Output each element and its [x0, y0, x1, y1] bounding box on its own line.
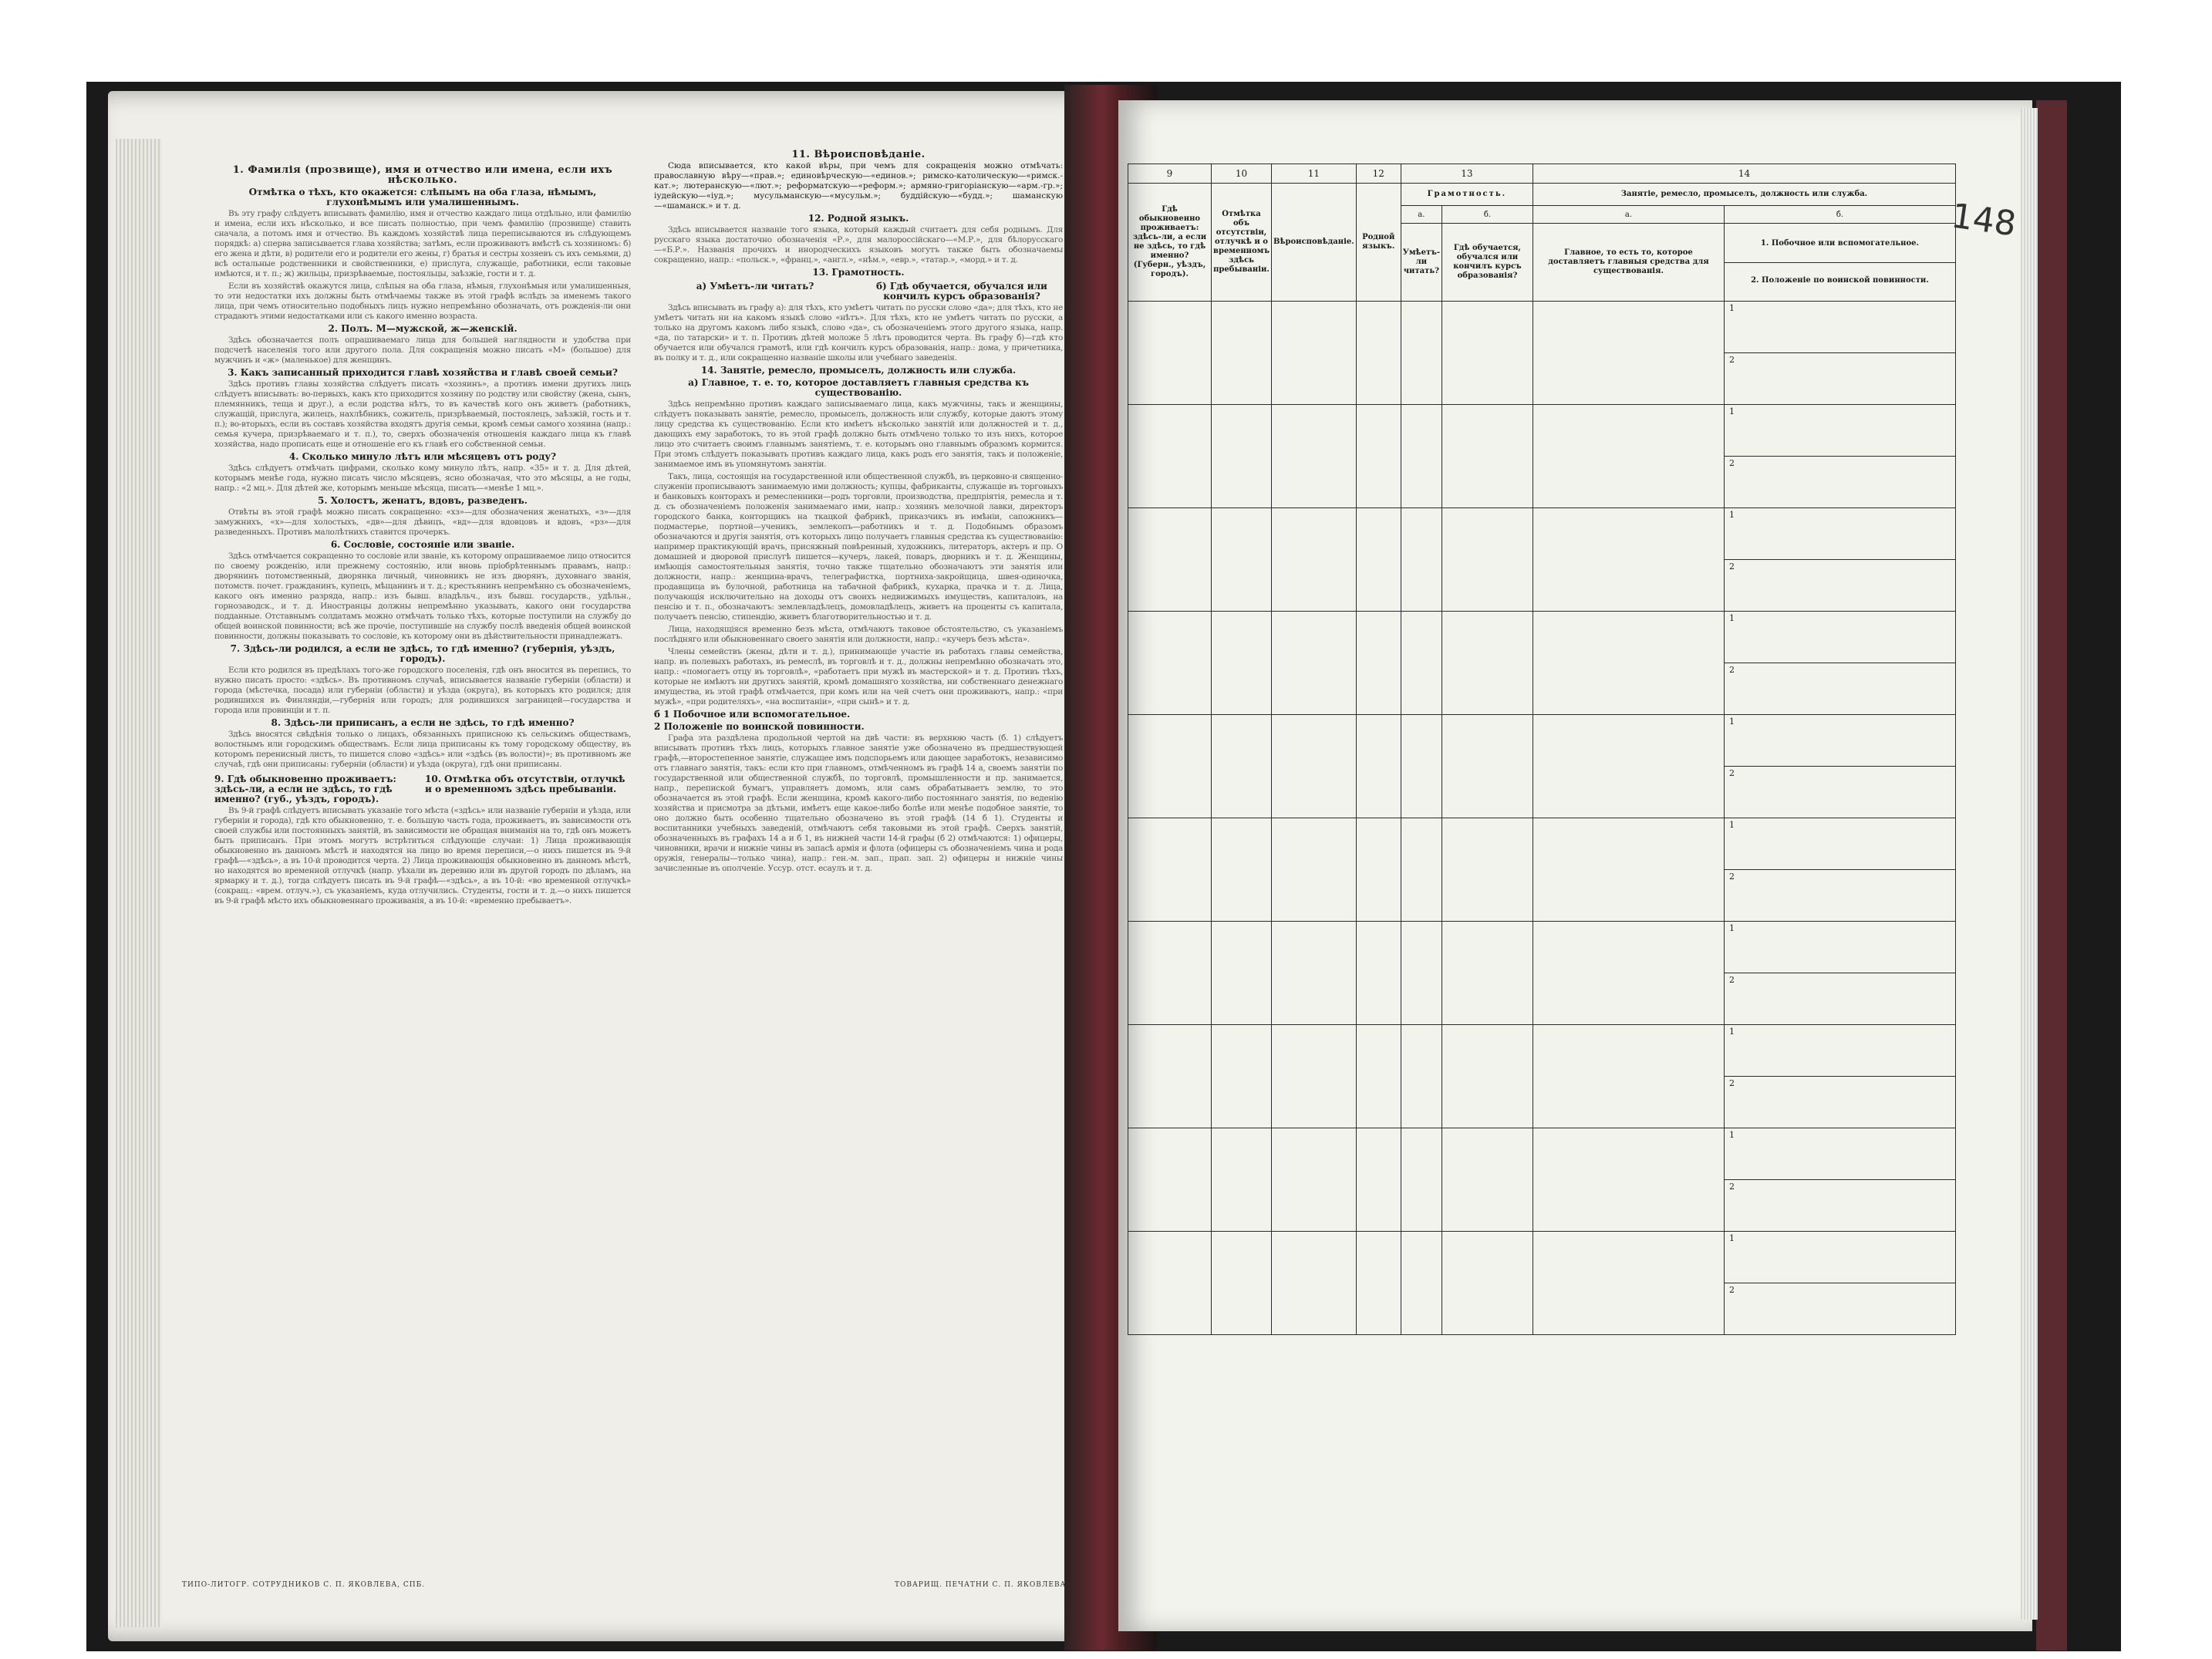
form-cell[interactable]	[1128, 1128, 1212, 1232]
form-cell-military-status[interactable]: 2	[1724, 1283, 1955, 1335]
form-cell-military-status[interactable]: 2	[1724, 1077, 1955, 1128]
section-14a-title: а) Главное, т. е. то, которое доставляетъ главныя средства къ существованію.	[688, 377, 1029, 398]
col-number-11: 11	[1272, 164, 1357, 184]
header-absence: Отмѣтка объ отсутствіи, отлучкѣ и о временномъ здѣсь пребываніи.	[1212, 184, 1272, 302]
section-3-title: 3. Какъ записанный приходится главѣ хозяйства и главѣ своей семьи?	[228, 367, 618, 378]
section-1-title: 1. Фамилія (прозвище), имя и отчество или имена, если ихъ нѣсколько.	[232, 164, 613, 186]
form-cell[interactable]	[1212, 1232, 1272, 1335]
form-row	[1128, 818, 1956, 870]
form-cell[interactable]	[1212, 1128, 1272, 1232]
form-cell-military-status[interactable]: 2	[1724, 870, 1955, 922]
col-number-9: 9	[1128, 164, 1212, 184]
form-cell[interactable]	[1533, 1232, 1724, 1335]
left-page-stack	[116, 139, 162, 1627]
form-cell[interactable]	[1212, 405, 1272, 508]
form-cell-military-status[interactable]: 2	[1724, 663, 1955, 715]
form-cell-secondary-occupation[interactable]: 1	[1724, 405, 1955, 457]
form-cell[interactable]	[1442, 715, 1533, 818]
form-cell-secondary-occupation[interactable]: 1	[1724, 302, 1955, 353]
form-cell[interactable]	[1401, 715, 1442, 818]
header-occupation-a: а.	[1533, 206, 1724, 224]
form-cell-secondary-occupation[interactable]: 1	[1724, 508, 1955, 560]
instructions-column-1: 1. Фамилія (прозвище), имя и отчество или имена, если ихъ нѣсколько. Отмѣтка о тѣхъ, кто окажется: слѣпымъ на оба глаза, нѣмымъ, глухонѣмымъ или умалишеннымъ. Въ эту графу слѣдуетъ вписывать фамилію, имя и отчество каждаго лица отдѣльно, или фамилію и имена, если ихъ нѣсколько, и все писать полностью, при чемъ фамилію (прозвище) ставить сначала, а потомъ имя и отчество. Въ каждомъ хозяйствѣ лица переписываются въ слѣдующемъ порядкѣ: а) сперва записывается глава хозяйства; затѣмъ, если проживаютъ вмѣстѣ съ хозяиномъ: б) его жена и дѣти, в) родители его и родители его жены, г) братья и сестры хозяевъ съ ихъ семьями, д) всѣ остальные родственники и свойственники, е) прислуга, служащіе, работники, если таковые имѣются, и т. п.; ж) жильцы, призрѣваемые, постояльцы, заѣзжіе, гости и т. д. Если въ хозяйствѣ окажутся лица, слѣпыя на оба глаза, нѣмыя, глухонѣмыя или умалишенныя, то эти недостатки ихъ должны быть отмѣчаемы также въ этой графѣ вслѣдъ за именемъ такого лица, при чемъ относительно подобныхъ лицъ нужно непремѣнно обозначать, отъ рожденія-ли они страдаютъ этими недостатками или съ какого именно возраста. 2. Полъ. М—мужской, ж—женскій. Здѣсь обозначается полъ опрашиваемаго лица для большей наглядности и удобства при подсчетѣ населенія того или другого пола. Для сокращенія можно писать «М» (большое) для мужчинъ и «ж» (маленькое) для женщинъ. 3. Какъ записанный приходится главѣ хозяйства и главѣ своей семьи? Здѣсь противъ главы хозяйства слѣдуетъ писать «хозяинъ», а противъ имени другихъ лицъ слѣдуетъ вписывать: во-первыхъ, какъ кто приходится хозяину по родству или свойству (жена, сынъ, племянникъ, теща и друг.), а если родства нѣтъ, то въ качествѣ кого онъ живетъ (работникъ, служащій, прислуга, жилецъ, нахлѣбникъ, сожитель, призрѣваемый, постоялецъ, заѣзжій, гость и т. п.); во-вторыхъ, если въ составъ хозяйства входятъ другія семьи, кромѣ семьи самого хозяина (напр.: семья кучера, призрѣваемаго и т. п.), то, сверхъ обозначенія отношенія каждаго лица къ главѣ хозяйства, надо прописать еще и отношеніе его къ главѣ его собственной семьи. 4. Сколько минуло лѣтъ или мѣсяцевъ отъ роду? Здѣсь слѣдуетъ отмѣчать цифрами, сколько кому минуло лѣтъ, напр. «35» и т. д. Для дѣтей, которымъ менѣе года, нужно писать число мѣсяцевъ, ясно обозначая, что это мѣсяцы, а не годы, напр.: «2 мц.». Для дѣтей же, которымъ меньше мѣсяца, писать—«менѣе 1 мц.». 5. Холостъ, женатъ, вдовъ, разведенъ. Отвѣты въ этой графѣ можно писать сокращенно: «хз»—для обозначения женатыхъ, «з»—для замужнихъ, «х»—для холостыхъ, «дв»—для дѣвицъ, «вд»—для вдовцовъ и вдовъ, «рз»—для разведенныхъ. Противъ малолѣтнихъ ставится прочеркъ. 6. Сословіе, состояніе или званіе. Здѣсь отмѣчается сокращенно то сословіе или званіе, къ которому опрашиваемое лицо относится по своему рожденію, или прежнему состоянію, или вновь пріобрѣтеннымъ правамъ, напр.: дворянинъ потомственный, дворянка личный, чиновникъ не изъ дворянъ, духовнаго званія, потомств. почет. гражданинъ, купецъ, мѣщанинъ и т. д.; крестьянинъ непремѣнно съ обозначеніемъ, какого онъ именно разряда, напр.: изъ бывш. владѣльч., изъ бывш. государств., удѣльн., горнозаводск., и т. д. Иностранцы должны непремѣнно указывать, какого они государства подданные. Отставнымъ солдатамъ можно отмѣчать только тѣхъ, которые поступили на службу до общей воинской повинности; всѣ же прочіе, поступившіе на службу послѣ введенія общей воинской повинности, должны показывать то сословіе, къ которому они въ дѣйствительности принадлежатъ. 7. Здѣсь-ли родился, а если не здѣсь, то гдѣ именно? (губернія, уѣздъ, городъ). Если кто родился въ предѣлахъ того-же городского поселенія, гдѣ онъ вносится въ перепись, то нужно писать просто: «здѣсь». Въ противномъ случаѣ, вписывается названіе губерніи (области) и города (мѣстечка, посада) или губерніи (области) и уѣзда (округа), въ которыхъ кто родился; для родившихся въ Финляндіи,—губернія или городъ; для родившихся заграницей—государства и города или провинціи и т. п. 8. Здѣсь-ли приписанъ, а если не здѣсь, то гдѣ именно? Здѣсь вносятся свѣдѣнія только о лицахъ, обязанныхъ приписною къ сельскимъ обществамъ, волостнымъ или городскимъ обществамъ. Если лица приписаны къ тому городскому обществу, въ которомъ перенисный листъ, то пишется слово «здѣсь» или «здѣсь (въ волости)»; въ противномъ же случаѣ, гдѣ они приписаны: губерніи (области) и уѣзда (округа), гдѣ они приписаны. 9. Гдѣ обыкновенно проживаетъ: здѣсь-ли, а если не здѣсь, то гдѣ именно? (губ., уѣздъ, городъ). 10. Отмѣтка объ отсутствіи, отлучкѣ и о временномъ здѣсь пребываніи. Въ 9-й графѣ слѣдуетъ вписывать указаніе того мѣста («здѣсь» или названіе губерніи и уѣзда, или губерніи и города), гдѣ кто обыкновенно, т. е. большую часть года, проживаетъ, въ зависимости отъ своей службы или постоянныхъ занятій, въ зависимости не обращая вниманія на то, гдѣ онъ можетъ быть приписанъ. При этомъ могутъ встрѣтиться слѣдующіе случаи: 1) Лица проживающія обыкновенно въ данномъ мѣстѣ и находятся на лицо во время переписи,—о нихъ пишется въ 9-й графѣ—«здѣсь», а въ 10-й проводится черта. 2) Лица проживающія обыкновенно въ данномъ мѣстѣ, но находятся во временной отлучкѣ (напр. уѣхали въ деревню или въ другой городъ по дѣламъ, на ярмарку и т. д.), тогда слѣдуетъ писать въ 9-й графѣ—«здѣсь», а въ 10-й: «во временной отлучкѣ» (сокращ.: «врем. отлуч.»), съ указаніемъ, куда отлучились. Студенты, гости и т. д.—о нихъ пишется въ 9-й графѣ мѣсто ихъ обыкновеннаго проживанія, а въ 10-й: «временно пребываетъ».	[214, 164, 631, 905]
form-cell[interactable]	[1442, 922, 1533, 1025]
section-2-title: 2. Полъ. М—мужской, ж—женскій.	[328, 323, 518, 334]
form-cell[interactable]	[1442, 818, 1533, 922]
col-number-10: 10	[1212, 164, 1272, 184]
form-cell[interactable]	[1442, 1232, 1533, 1335]
form-cell[interactable]	[1356, 818, 1401, 922]
form-cell[interactable]	[1401, 1128, 1442, 1232]
form-cell[interactable]	[1128, 715, 1212, 818]
form-row	[1128, 715, 1956, 767]
form-cell[interactable]	[1533, 405, 1724, 508]
section-12-title: 12. Родной языкъ.	[808, 213, 909, 224]
header-main-occupation: Главное, то есть то, которое доставляетъ главныя средства для существованія.	[1533, 224, 1724, 302]
header-secondary-occupation-1: 1. Побочное или вспомогательное.	[1725, 226, 1955, 263]
form-cell[interactable]	[1212, 302, 1272, 405]
form-cell-secondary-occupation[interactable]: 1	[1724, 715, 1955, 767]
left-page-footer-printer: ТОВАРИЩ. ПЕЧАТНИ С. П. ЯКОВЛЕВА	[895, 1581, 1067, 1589]
form-cell[interactable]	[1128, 1232, 1212, 1335]
form-row	[1128, 1232, 1956, 1283]
header-secondary-occupation	[1724, 224, 1955, 302]
form-cell-secondary-occupation[interactable]: 1	[1724, 612, 1955, 663]
form-cell[interactable]	[1272, 818, 1357, 922]
col-number-14: 14	[1533, 164, 1955, 184]
left-page-footer-imprint: ТИПО-ЛИТОГР. СОТРУДНИКОВ С. П. ЯКОВЛЕВА, СПБ.	[182, 1581, 426, 1589]
form-cell[interactable]	[1272, 508, 1357, 612]
form-cell[interactable]	[1533, 508, 1724, 612]
form-cell[interactable]	[1401, 818, 1442, 922]
header-religion: Вѣроисповѣданіе.	[1272, 184, 1357, 302]
section-10-title: 10. Отмѣтка объ отсутствіи, отлучкѣ и о временномъ здѣсь пребываніи.	[425, 774, 625, 794]
form-cell[interactable]	[1442, 302, 1533, 405]
form-cell[interactable]	[1128, 612, 1212, 715]
form-row	[1128, 1025, 1956, 1077]
form-cell[interactable]	[1356, 1232, 1401, 1335]
form-cell[interactable]	[1272, 612, 1357, 715]
form-row	[1128, 405, 1956, 457]
form-cell[interactable]	[1533, 1025, 1724, 1128]
form-cell[interactable]	[1533, 922, 1724, 1025]
section-4-title: 4. Сколько минуло лѣтъ или мѣсяцевъ отъ роду?	[288, 451, 557, 462]
form-cell[interactable]	[1272, 715, 1357, 818]
right-page-edge	[2021, 108, 2038, 1620]
form-cell[interactable]	[1533, 818, 1724, 922]
form-cell-military-status[interactable]: 2	[1724, 353, 1955, 405]
section-8-title: 8. Здѣсь-ли приписанъ, а если не здѣсь, то гдѣ именно?	[271, 717, 575, 728]
form-cell[interactable]	[1401, 508, 1442, 612]
section-6-title: 6. Сословіе, состояніе или званіе.	[330, 539, 515, 550]
form-cell-military-status[interactable]: 2	[1724, 1180, 1955, 1232]
section-5-title: 5. Холостъ, женатъ, вдовъ, разведенъ.	[318, 495, 528, 506]
section-14-title: 14. Занятіе, ремесло, промыселъ, должность или служба.	[700, 365, 1017, 376]
form-cell[interactable]	[1356, 1025, 1401, 1128]
section-1-subtitle: Отмѣтка о тѣхъ, кто окажется: слѣпымъ на оба глаза, нѣмымъ, глухонѣмымъ или умалишеннымъ.	[248, 187, 597, 207]
form-cell[interactable]	[1401, 1232, 1442, 1335]
form-cell[interactable]	[1356, 1128, 1401, 1232]
form-cell[interactable]	[1401, 302, 1442, 405]
form-cell-secondary-occupation[interactable]: 1	[1724, 1025, 1955, 1077]
form-cell[interactable]	[1401, 922, 1442, 1025]
form-cell[interactable]	[1442, 1025, 1533, 1128]
form-cell[interactable]	[1533, 715, 1724, 818]
form-cell[interactable]	[1356, 405, 1401, 508]
col-number-12: 12	[1356, 164, 1401, 184]
form-cell[interactable]	[1128, 818, 1212, 922]
header-literacy-a: а.	[1401, 206, 1442, 224]
header-can-read: Умѣетъ-ли читать?	[1401, 224, 1442, 302]
form-cell[interactable]	[1272, 1128, 1357, 1232]
form-cell[interactable]	[1356, 302, 1401, 405]
handwritten-page-number: 148	[1948, 196, 2019, 244]
form-row	[1128, 302, 1956, 353]
header-education: Гдѣ обучается, обучался или кончилъ курсъ образованія?	[1442, 224, 1533, 302]
header-residence: Гдѣ обыкновенно проживаетъ: здѣсь-ли, а если не здѣсь, то гдѣ именно? (Губерн., уѣздъ, городъ).	[1128, 184, 1212, 302]
form-cell[interactable]	[1356, 508, 1401, 612]
section-13a-title: а) Умѣетъ-ли читать?	[696, 281, 814, 292]
form-cell-military-status[interactable]: 2	[1724, 560, 1955, 612]
header-occupation-b: б.	[1724, 206, 1955, 224]
col-number-13: 13	[1401, 164, 1533, 184]
form-cell-secondary-occupation[interactable]: 1	[1724, 1232, 1955, 1283]
form-cell[interactable]	[1212, 612, 1272, 715]
section-11-title: 11. Вѣроисповѣданіе.	[791, 149, 926, 160]
section-13-title: 13. Грамотность.	[812, 267, 905, 278]
section-11-text: Сюда вписывается, кто какой вѣры, при чемъ для сокращенія можно отмѣчать: православную вѣру—«прав.»; единовѣрческую—«единов.»; римско-католическую—«римск.-кат.»; лютеранскую—«лют.»; реформатскую—«реформ.»; армяно-григоріанскую—«арм.-гр.»; іудейскую—«іуд.»; мусульманскую—«мусульм.»; буддійскую—«будд.»; шаманскую—«шаманск.» и т. д.	[654, 161, 1063, 211]
form-row	[1128, 612, 1956, 663]
form-cell[interactable]	[1212, 818, 1272, 922]
form-cell[interactable]	[1272, 1232, 1357, 1335]
form-cell[interactable]	[1401, 405, 1442, 508]
form-cell[interactable]	[1533, 302, 1724, 405]
section-7-title: 7. Здѣсь-ли родился, а если не здѣсь, то гдѣ именно? (губернія, уѣздъ, городъ).	[230, 643, 615, 664]
form-cell-military-status[interactable]: 2	[1724, 457, 1955, 508]
form-cell[interactable]	[1533, 612, 1724, 715]
form-row	[1128, 508, 1956, 560]
form-cell[interactable]	[1128, 302, 1212, 405]
form-cell-military-status[interactable]: 2	[1724, 973, 1955, 1025]
form-row	[1128, 922, 1956, 973]
section-14b2-title: 2 Положеніе по воинской повинности.	[654, 721, 865, 732]
census-form-table	[1128, 164, 1956, 1335]
form-cell[interactable]	[1272, 405, 1357, 508]
section-13b-title: б) Гдѣ обучается, обучался или кончилъ курсъ образованія?	[876, 281, 1047, 302]
header-literacy: Грамотность.	[1401, 184, 1533, 206]
instructions-column-2: 11. Вѣроисповѣданіе. Сюда вписывается, кто какой вѣры, при чемъ для сокращенія можно отмѣчать: православную вѣру—«прав.»; единовѣрческую—«единов.»; римско-католическую—«римск.-кат.»; лютеранскую—«лют.»; реформатскую—«реформ.»; армяно-григоріанскую—«арм.-гр.»; іудейскую—«іуд.»; мусульманскую—«мусульм.»; буддійскую—«будд.»; шаманскую—«шаманск.» и т. д. 12. Родной языкъ. Здѣсь вписывается названіе того языка, который каждый считаетъ для себя роднымъ. Для русскаго языка достаточно обозначенія «Р.», для малороссійскаго—«М.Р.», для бѣлорусскаго—«Б.Р.». Названія прочихъ и инородческихъ языковъ могутъ также быть обозначаемы сокращенно, напр.: «польск.», «франц.», «англ.», «нѣм.», «евр.», «татар.», «морд.» и т. д. 13. Грамотность. а) Умѣетъ-ли читать? б) Гдѣ обучается, обучался или кончилъ курсъ образованія? Здѣсь вписывать въ графу а): для тѣхъ, кто умѣетъ читать по русски слово «да»; для тѣхъ, кто не умѣетъ читать ни на какомъ языкѣ слово «нѣтъ». Для тѣхъ, кто не умѣетъ читать по русски, а только на другомъ какомъ либо языкѣ, слово «да», съ обозначеніемъ этого другого языка, напр. «да, по татарски» и т. п. Противъ дѣтей моложе 5 лѣтъ проводится черта. Въ графу б)—гдѣ кто обучается или обучался грамотѣ, или гдѣ кончилъ курсъ образованія, напр.: дома, у причетника, въ полку и т. д., или сокращенно названіе школы или учебнаго заведенія. 14. Занятіе, ремесло, промыселъ, должность или служба. а) Главное, т. е. то, которое доставляетъ главныя средства къ существованію. Здѣсь непремѣнно противъ каждаго записываемаго лица, какъ мужчины, такъ и женщины, слѣдуетъ показывать занятіе, ремесло, промыселъ, должность или службу, которые даютъ этому лицу средства къ существованію. Если кто имѣетъ нѣсколько занятій или должностей и т. д., дающихъ ему заработокъ, то въ этой графѣ должно быть отмѣчено только то изъ нихъ, которое лицо это считаетъ своимъ главнымъ занятіемъ, т. е. которымъ оно главнымъ образомъ кормится. При этомъ слѣдуетъ показывать противъ каждаго лица, какъ родъ его занятія, такъ и положеніе, занимаемое имъ въ упомянутомъ занятіи. Такъ, лица, состоящія на государственной или общественной службѣ, въ церковно-и священно-служеніи прописываютъ занимаемую ими должность; купцы, фабриканты, служащіе въ торговыхъ и банковыхъ конторахъ и ремесленники—родъ торговли, производства, предпріятія, ремесла и т. д. съ обозначеніемъ положенія занимаемаго ими, напр.: хозяинъ мелочной лавки, директоръ городского банка, конторщикъ на ткацкой фабрикѣ, приказчикъ въ имѣніи, сапожникъ—подмастерье, портной—ученикъ, землекопъ—работникъ и т. д. Подобнымъ образомъ обозначаются и другія занятія, отъ которыхъ лицо получаетъ главныя средства къ существованію: например практикующій врачъ, присяжный повѣренный, художникъ, литераторъ, актеръ и пр. О домашней и дворовой прислугѣ пишется—кучеръ, лакей, поваръ, дворникъ и т. д. Женщины, имѣющія самостоятельныя занятія, точно также тщательно обозначаютъ эти занятія или должности, напр.: женщина-врачъ, телеграфистка, портниха-закройщица, швея-одиночка, продавщица въ булочной, работница на табачной фабрикѣ, кухарка, прачка и т. д. Лица, получающія исключительно на доходы отъ своихъ недвижимыхъ имуществъ, капиталовъ, на пенсію и т. п., обозначаютъ: землевладѣлецъ, домовладѣлецъ, живетъ на проценты съ капитала, получаетъ пенсію, стипендію, живетъ благотворительностью и т. д. Лица, находящіяся временно безъ мѣста, отмѣчаютъ таковое обстоятельство, съ указаніемъ послѣдняго или обыкновеннаго своего занятія или должности, напр.: «кучеръ безъ мѣста». Члены семействъ (жены, дѣти и т. д.), принимающіе участіе въ работахъ главы семейства, напр. въ полевыхъ работахъ, въ ремеслѣ, въ торговлѣ и т. д., должны непремѣнно обозначать это, напр.: «помогаетъ отцу въ торговлѣ», «работаетъ при мужѣ въ мастерской» и т. д. Противъ тѣхъ, которые не имѣютъ ни другихъ занятій, кромѣ домашняго хозяйства, ни собственнаго денежнаго имущества, въ этой графѣ отмѣчается, при комъ или на чей счетъ они проживаютъ, напр.: «при мужѣ», «при родителяхъ», «на воспитаніи», «при сынѣ» и т. д. б 1 Побочное или вспомогательное. 2 Положеніе по воинской повинности. Графа эта раздѣлена продольной чертой на двѣ части: въ верхнюю часть (б. 1) слѣдуетъ вписывать противъ тѣхъ лицъ, которыхъ главное занятіе уже обозначено въ предшествующей графѣ,—второстепенное занятіе, служащее имъ подспорьемъ или дающее заработокъ, независимо отъ главнаго занятія, такъ: если кто при главномъ, отмѣченномъ въ графѣ 14 а, своемъ занятіи по государственной или общественной службѣ, по торговлѣ, промышленности и пр. занимается, напр., перепиской бумагъ, управляетъ домомъ, или самъ обрабатываетъ землю, то это обозначается въ этой графѣ. Если женщина, кромѣ какого-либо постояннаго занятія, по веденію хозяйства и присмотра за дѣтьми, имѣетъ еще какое-либо болѣе или менѣе подобное занятіе, то оно должно быть особенно тщательно обозначено въ этой графѣ (14 б 1). Студенты и воспитанники учебныхъ заведеній, отмѣчаютъ себя таковыми въ этой графѣ. Сверхъ занятій, обозначенныхъ въ графахъ 14 а и б 1, въ нижней части 14-й графы (б 2) отмѣчаются: 1) офицеры, чиновники, врачи и нижніе чины въ запасѣ армія и флота (офицеры съ обозначеніемъ чина и рода оружія, генералы—только чина), напр.: ген.-м. зап., прап. зап. 2) офицеры и нижніе чины зачисленные въ ополченіе. Уссур. отст. есаулъ и т. д.	[654, 149, 1063, 873]
form-cell[interactable]	[1128, 1025, 1212, 1128]
form-cell-secondary-occupation[interactable]: 1	[1724, 1128, 1955, 1180]
form-cell[interactable]	[1272, 922, 1357, 1025]
section-1-text: Въ эту графу слѣдуетъ вписывать фамилію, имя и отчество каждаго лица отдѣльно, или фамилію и имена, если ихъ нѣсколько, и все писать полностью, при чемъ фамилію (прозвище) ставить сначала, а потомъ имя и отчество. Въ каждомъ хозяйствѣ лица переписываются въ слѣдующемъ порядкѣ: а) сперва записывается глава хозяйства; затѣмъ, если проживаютъ вмѣстѣ съ хозяиномъ: б) его жена и дѣти, в) родители его и родители его жены, г) братья и сестры хозяевъ съ ихъ семьями, д) всѣ остальные родственники и свойственники, е) прислуга, служащіе, работники, если таковые имѣются, и т. п.; ж) жильцы, призрѣваемые, постояльцы, заѣзжіе, гости и т. д.	[214, 209, 631, 278]
form-cell[interactable]	[1212, 922, 1272, 1025]
form-cell[interactable]	[1212, 1025, 1272, 1128]
header-literacy-b: б.	[1442, 206, 1533, 224]
form-cell[interactable]	[1128, 922, 1212, 1025]
census-form-rows	[1128, 302, 1956, 1335]
book-cover-edge	[2036, 100, 2067, 1651]
header-military-status: 2. Положеніе по воинской повинности.	[1751, 276, 1929, 285]
header-native-language: Родной языкъ.	[1356, 184, 1401, 302]
form-cell[interactable]	[1212, 508, 1272, 612]
form-cell[interactable]	[1442, 405, 1533, 508]
form-cell[interactable]	[1401, 612, 1442, 715]
section-9-title: 9. Гдѣ обыкновенно проживаетъ: здѣсь-ли, а если не здѣсь, то гдѣ именно? (губ., уѣздъ, городъ).	[214, 774, 396, 804]
form-cell[interactable]	[1272, 302, 1357, 405]
form-cell[interactable]	[1533, 1128, 1724, 1232]
form-cell[interactable]	[1442, 1128, 1533, 1232]
header-occupation: Занятіе, ремесло, промыселъ, должность или служба.	[1533, 184, 1955, 206]
form-row	[1128, 1128, 1956, 1180]
form-cell[interactable]	[1128, 508, 1212, 612]
form-cell-military-status[interactable]: 2	[1724, 767, 1955, 818]
form-cell[interactable]	[1356, 922, 1401, 1025]
form-cell[interactable]	[1356, 715, 1401, 818]
form-cell[interactable]	[1272, 1025, 1357, 1128]
form-cell[interactable]	[1212, 715, 1272, 818]
form-cell-secondary-occupation[interactable]: 1	[1724, 818, 1955, 870]
form-cell[interactable]	[1442, 612, 1533, 715]
form-cell[interactable]	[1128, 405, 1212, 508]
section-14b1-title: б 1 Побочное или вспомогательное.	[654, 709, 851, 720]
form-cell-secondary-occupation[interactable]: 1	[1724, 922, 1955, 973]
form-cell[interactable]	[1401, 1025, 1442, 1128]
form-cell[interactable]	[1442, 508, 1533, 612]
form-cell[interactable]	[1356, 612, 1401, 715]
